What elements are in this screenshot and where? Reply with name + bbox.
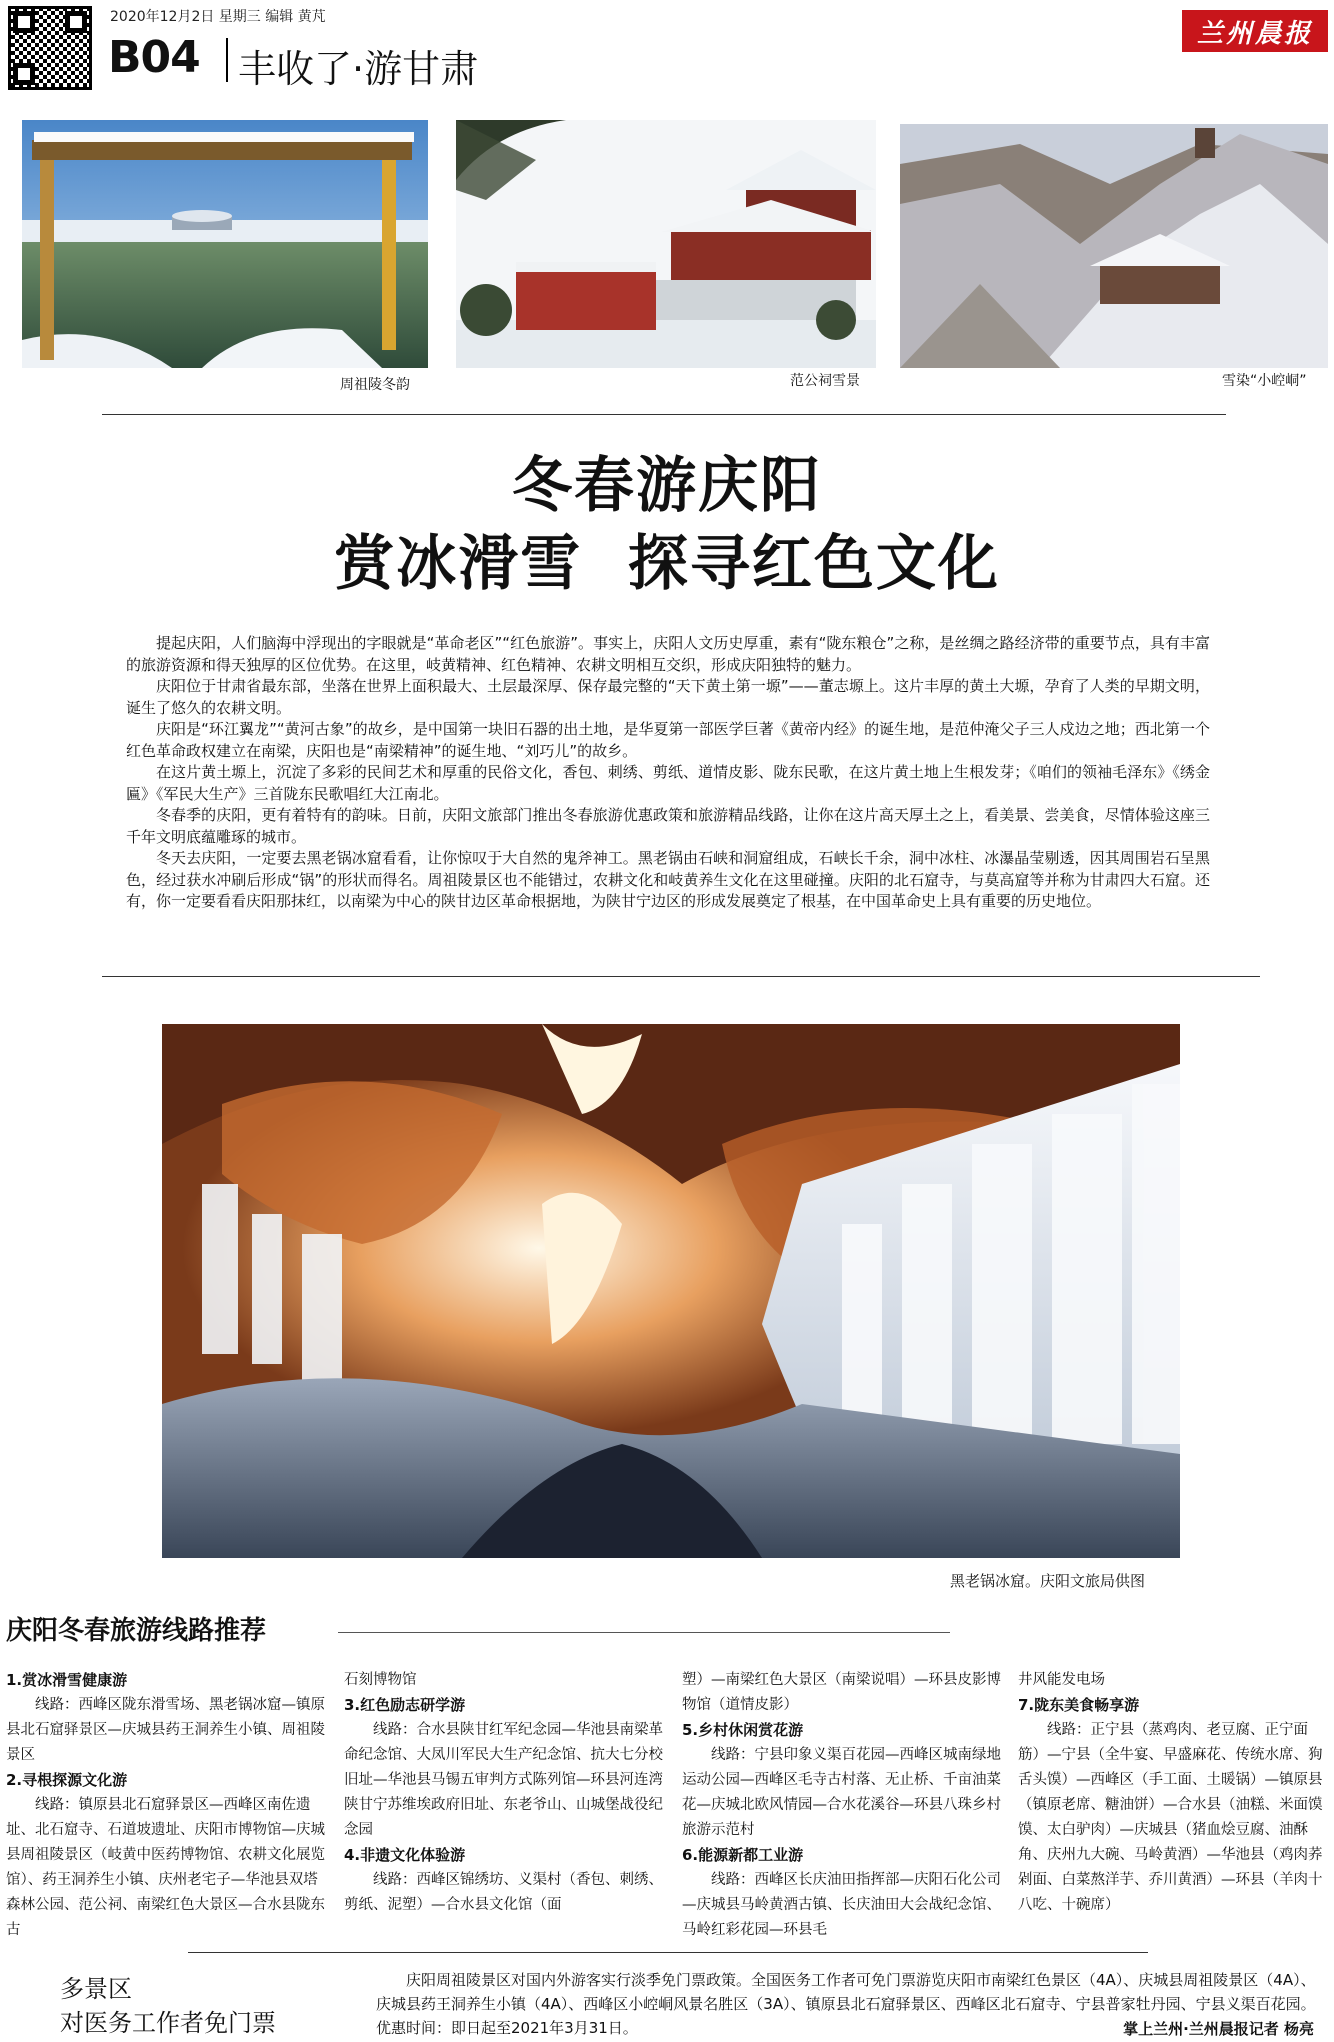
route-stops: 线路：合水县陕甘红军纪念园—华池县南梁革命纪念馆、大凤川军民大生产纪念馆、抗大七分校旧址—华池县马锡五审判方式陈列馆—环县河连湾陕甘宁苏维埃政府旧址、东老爷山、山城堡战役纪念园: [344, 1722, 663, 1838]
page-code: B04: [108, 32, 200, 83]
route-stops: 线路：西峰区锦绣坊、义渠村（香包、刺绣、剪纸、泥塑）—合水县文化馆（面: [344, 1872, 663, 1913]
newspaper-logo: 兰州晨报: [1182, 10, 1328, 52]
photo-caption: 雪染“小崆峒”: [1222, 373, 1307, 389]
routes-column-1: [6, 1668, 328, 1943]
photo-caption: 周祖陵冬韵: [340, 377, 410, 393]
routes-column-4: [1018, 1668, 1328, 1918]
route-heading: 3.红色励志研学游: [344, 1696, 466, 1714]
routes-column-2: [344, 1668, 666, 1918]
article-paragraph: 冬天去庆阳，一定要去黑老锅冰窟看看，让你惊叹于大自然的鬼斧神工。黑老锅由石峡和洞窟组成，石峡长千余，洞中冰柱、冰瀑晶莹剔透，因其周围岩石呈黑色，经过获水冲刷后形成“锅”的形状而得名。周祖陵景区也不能错过，农耕文化和岐黄养生文化在这里碰撞。庆阳的北石窟寺，与莫高窟等并称为甘肃四大石窟。还有，你一定要看看庆阳那抹红，以南梁为中心的陕甘边区革命根据地，为陕甘宁边区的形成发展奠定了根基，在中国革命史上具有重要的历史地位。: [126, 849, 1210, 910]
route-heading: 6.能源新都工业游: [682, 1846, 804, 1864]
qr-code: [8, 6, 92, 90]
routes-title: 庆阳冬春旅游线路推荐: [6, 1616, 267, 1646]
notice-title-line-1: 多景区: [60, 1975, 132, 2003]
reporter-byline: 掌上兰州·兰州晨报记者 杨亮: [1123, 2020, 1314, 2038]
divider: [102, 976, 1260, 977]
photo-xiaokongtong: [900, 124, 1328, 368]
divider: [338, 1632, 950, 1633]
route-stops: 线路：西峰区长庆油田指挥部—庆阳石化公司—庆城县马岭黄酒古镇、长庆油田大会战纪念馆、马岭红彩花园—环县毛: [682, 1872, 1001, 1938]
divider: [188, 1952, 1148, 1953]
dateline: 2020年12月2日 星期三 编辑 黄芃: [110, 9, 326, 25]
photo-caption: 范公祠雪景: [790, 373, 860, 389]
article-paragraph: 庆阳是“环江翼龙”“黄河古象”的故乡，是中国第一块旧石器的出土地，是华夏第一部医学巨著《黄帝内经》的诞生地，是范仲淹父子三人戍边之地；西北第一个红色革命政权建立在南梁，庆阳也是“南梁精神”的诞生地、“刘巧儿”的故乡。: [126, 720, 1210, 760]
notice-title: [60, 1972, 276, 2040]
route-stops: 线路：镇原县北石窟驿景区—西峰区南佐遗址、北石窟寺、石道坡遗址、庆阳市博物馆—庆城县周祖陵景区（岐黄中医药博物馆、农耕文化展览馆）、药王洞养生小镇、庆州老宅子—华池县双塔森林公园、范公祠、南梁红色大景区—合水县陇东古: [6, 1797, 325, 1938]
notice-title-line-2: 对医务工作者免门票: [60, 2009, 276, 2037]
section-title: 丰收了·游甘肃: [238, 47, 479, 91]
route-stops: 线路：西峰区陇东滑雪场、黑老锅冰窟—镇原县北石窟驿景区—庆城县药王洞养生小镇、周祖陵景区: [6, 1697, 325, 1763]
route-stops: 线路：正宁县（蒸鸡肉、老豆腐、正宁面筋）—宁县（全牛宴、早盛麻花、传统水席、狗舌头馍）—西峰区（手工面、土暖锅）—镇原县（镇原老席、糖油饼）—合水县（油糕、米面馍馍、太白驴肉）—庆城县（猪血烩豆腐、油酥角、庆州九大碗、马岭黄酒）—华池县（鸡肉荞剁面、白菜熬洋芋、乔川黄酒）—环县（羊肉十八吃、十碗席）: [1018, 1722, 1323, 1913]
photo-fangongci: [456, 120, 876, 368]
article-paragraph: 冬春季的庆阳，更有着特有的韵味。日前，庆阳文旅部门推出冬春旅游优惠政策和旅游精品线路，让你在这片高天厚土之上，看美景、尝美食，尽情体验这座三千年文明底蕴雕琢的城市。: [126, 806, 1210, 846]
routes-column-3: [682, 1668, 1004, 1943]
photo-heilaoguo-ice-cave: [162, 1024, 1180, 1558]
divider: [102, 414, 1226, 415]
divider: [226, 38, 228, 82]
route-heading: 2.寻根探源文化游: [6, 1771, 128, 1789]
intro-article: [126, 633, 1210, 913]
article-paragraph: 在这片黄土塬上，沉淀了多彩的民间艺术和厚重的民俗文化，香包、刺绣、剪纸、道情皮影、陇东民歌，在这片黄土地上生根发芽；《咱们的领袖毛泽东》《绣金匾》《军民大生产》三首陇东民歌唱红大江南北。: [126, 763, 1210, 803]
article-paragraph: 提起庆阳，人们脑海中浮现出的字眼就是“革命老区”“红色旅游”。事实上，庆阳人文历史厚重，素有“陇东粮仓”之称，是丝绸之路经济带的重要节点，具有丰富的旅游资源和得天独厚的区位优势。在这里，岐黄精神、红色精神、农耕文明相互交织，形成庆阳独特的魅力。: [126, 634, 1210, 674]
article-paragraph: 庆阳位于甘肃省最东部，坐落在世界上面积最大、土层最深厚、保存最完整的“天下黄土第一塬”——董志塬上。这片丰厚的黄土大塬，孕育了人类的早期文明，诞生了悠久的农耕文明。: [126, 677, 1210, 717]
route-heading: 4.非遗文化体验游: [344, 1846, 466, 1864]
route-heading: 7.陇东美食畅享游: [1018, 1696, 1140, 1714]
route-stops-continued: 石刻博物馆: [344, 1672, 417, 1688]
headline-line-1: 冬春游庆阳: [512, 451, 822, 521]
route-heading: 5.乡村休闲赏花游: [682, 1721, 804, 1739]
photo-zhouzuling: [22, 120, 428, 368]
route-stops-continued: 井风能发电场: [1018, 1672, 1105, 1688]
route-heading: 1.赏冰滑雪健康游: [6, 1671, 128, 1689]
route-stops: 线路：宁县印象义渠百花园—西峰区城南绿地运动公园—西峰区毛寺古村落、无止桥、千亩油菜花—庆城北欧风情园—合水花溪谷—环县八珠乡村旅游示范村: [682, 1747, 1001, 1838]
headline-line-2: 赏冰滑雪 探寻红色文化: [334, 529, 1000, 599]
notice-paragraph: 庆阳周祖陵景区对国内外游客实行淡季免门票政策。全国医务工作者可免门票游览庆阳市南梁红色景区（4A）、庆城县周祖陵景区（4A）、庆城县药王洞养生小镇（4A）、西峰区小崆峒风景名胜区（3A）、镇原县北石窟驿景区、西峰区北石窟寺、宁县普家牡丹园、宁县义渠百花园。优惠时间：即日起至2021年3月31日。: [376, 1971, 1316, 2037]
photo-caption: 黑老锅冰窟。庆阳文旅局供图: [950, 1572, 1146, 1590]
route-stops-continued: 塑）—南梁红色大景区（南梁说唱）—环县皮影博物馆（道情皮影）: [682, 1672, 1001, 1713]
